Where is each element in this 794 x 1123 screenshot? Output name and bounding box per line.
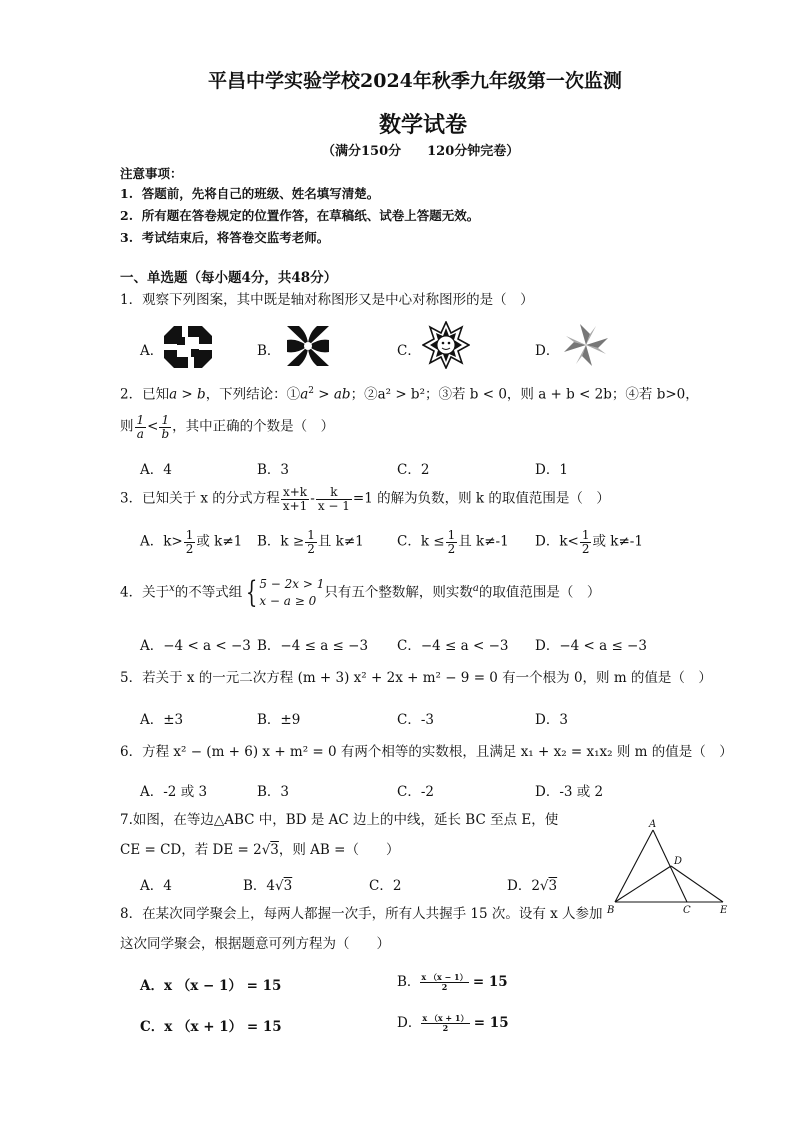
q3-suffix: =1 的解为负数，则 k 的取值范围是（ ） — [352, 490, 610, 507]
note-item-2 — [120, 206, 479, 224]
q8-d-tail: = 15 — [473, 1015, 509, 1031]
q8-d-label: D． — [397, 1015, 422, 1031]
q8-option-c: C．x （x + 1） = 15 — [140, 1019, 282, 1035]
question-4-stem — [120, 576, 600, 610]
q7-b-radicand: 3 — [283, 878, 293, 894]
q3-b-den: 2 — [307, 541, 315, 556]
q7-option-a — [140, 874, 172, 894]
q3-option-b — [257, 529, 364, 555]
q7-d-label: D．2 — [507, 878, 540, 894]
q4-row-1: 5 − 2x > 1 — [259, 577, 325, 591]
q4-option-d: D．−4 < a ≤ −3 — [535, 638, 647, 654]
q2-condition: a > b — [169, 386, 206, 403]
median-bd — [615, 866, 671, 902]
note-number: 2. — [120, 208, 134, 223]
question-2-line-2 — [120, 414, 334, 440]
q7-sqrt-radicand: 3 — [270, 842, 279, 858]
q3-frac1-num: x+k — [281, 486, 309, 500]
q2-c1-rest: > ab — [313, 386, 351, 403]
q7-b-label: B．4 — [243, 878, 276, 894]
note-item-3 — [120, 228, 329, 246]
q7-option-b — [243, 874, 292, 894]
q8-d-num: x （x + 1） — [422, 1013, 469, 1024]
q7-d-sqrt: √3 — [539, 878, 558, 894]
q8-option-a: A．x （x − 1） = 15 — [140, 978, 282, 994]
q4-tail: 的取值范围是（ ） — [478, 584, 601, 601]
exam-title: 平昌中学实验学校2024年秋季九年级第一次监测 — [208, 70, 622, 92]
q2-frac2-num: 1 — [159, 414, 171, 428]
q7-a-label: A．4 — [140, 878, 172, 894]
q2-frac-2 — [159, 414, 171, 440]
q6-option-d: D．-3 或 2 — [535, 784, 604, 800]
label-a: A — [649, 819, 657, 830]
q3-frac-2 — [316, 486, 352, 512]
q1-option-b-label: B． — [257, 343, 281, 359]
q3-b-lead: B．k ≥ — [257, 533, 305, 550]
q1-option-d-label: D． — [535, 343, 560, 359]
note-number: 1. — [120, 186, 134, 201]
q2-then: 则 — [120, 418, 134, 435]
q4-variable: x — [169, 582, 175, 594]
q5-option-c: C．-3 — [397, 712, 434, 728]
q4-system — [259, 576, 324, 610]
q4-row-2: x − a ≥ 0 — [259, 593, 317, 608]
q6-option-a: A．-2 或 3 — [140, 784, 208, 800]
q3-d-lead: D．k< — [535, 533, 579, 550]
note-item-1 — [120, 184, 379, 202]
q3-a-lead: A．k> — [140, 533, 183, 550]
q4-suffix: 只有五个整数解，则实数 — [324, 584, 473, 601]
q2-frac2-den: b — [161, 426, 170, 441]
q8-b-den: 2 — [441, 982, 448, 992]
q1-option-a-label: A． — [140, 343, 164, 359]
q3-d-num: 1 — [581, 528, 590, 542]
q3-frac-1 — [281, 486, 309, 512]
q7-sqrt: √3 — [261, 842, 279, 858]
notes-heading: 注意事项： — [120, 166, 183, 181]
q2-rest: ；②a² > b²；③若 b < 0，则 a + b < 2b；④若 b>0， — [350, 386, 699, 403]
question-7-line-1: 7.如图，在等边△ABC 中，BD 是 AC 边上的中线，延长 BC 至点 E，使 — [120, 812, 559, 828]
q2-frac-1 — [135, 414, 147, 440]
q3-frac2-den: x − 1 — [317, 498, 350, 513]
q3-d-tail: 或 k≠-1 — [592, 533, 643, 550]
q4-brace: { — [246, 574, 258, 610]
label-e: E — [720, 905, 728, 916]
q3-option-c — [397, 529, 509, 555]
q3-c-lead: C．k ≤ — [397, 533, 445, 550]
q7-c-label: C．2 — [369, 878, 402, 894]
q4-prefix: 4．关于 — [120, 584, 170, 601]
question-5-stem: 5．若关于 x 的一元二次方程 (m + 3) x² + 2x + m² − 9 = 0 有一个根为 0，则 m 的值是（ ） — [120, 670, 712, 686]
q3-option-a — [140, 529, 242, 555]
q4-param: a — [472, 582, 479, 594]
q3-a-den: 2 — [185, 541, 194, 556]
q2-option-d: D．1 — [535, 462, 568, 478]
exam-subject: 数学试卷 — [379, 112, 468, 138]
q2-option-a: A．4 — [140, 462, 172, 478]
q8-b-num: x （x − 1） — [421, 972, 468, 983]
q2-option-c: C．2 — [397, 462, 430, 478]
section-heading: 一、单选题（每小题4分，共48分） — [120, 270, 338, 286]
q7-line2-lead: CE = CD，若 DE = 2 — [120, 842, 262, 858]
q1-option-c-label: C． — [397, 343, 421, 359]
square-spiral-icon — [162, 324, 214, 370]
q5-option-d: D．3 — [535, 712, 568, 728]
q2-prefix: 2．已知 — [120, 386, 170, 403]
question-8-line-2: 这次同学聚会，根据题意可列方程为（ ） — [120, 936, 390, 952]
q2-lt: < — [147, 418, 159, 435]
q8-d-den: 2 — [442, 1023, 449, 1033]
question-6-stem: 6．方程 x² − (m + 6) x + m² = 0 有两个相等的实数根，且满足 x₁ + x₂ = x₁x₂ 则 m 的值是（ ） — [120, 744, 733, 760]
q7-b-sqrt: √3 — [275, 878, 293, 894]
q3-c-frac — [446, 529, 458, 555]
q3-c-den: 2 — [447, 541, 456, 556]
q8-b-tail: = 15 — [472, 974, 508, 990]
q2-tail: ，其中正确的个数是（ ） — [172, 418, 335, 435]
q3-d-den: 2 — [581, 541, 590, 556]
question-2-line-1 — [120, 386, 699, 403]
q4-option-a: A．−4 < a < −3 — [140, 638, 251, 654]
question-1-stem: 1．观察下列图案，其中既是轴对称图形又是中心对称图形的是（ ） — [120, 292, 534, 308]
q3-prefix: 3．已知关于 x 的分式方程 — [120, 490, 280, 507]
exam-meta: （满分150分 120分钟完卷） — [322, 144, 520, 159]
sun-face-star-icon — [422, 321, 470, 369]
q4-option-c: C．−4 ≤ a < −3 — [397, 638, 509, 654]
q2-c1-exp: 2 — [308, 386, 314, 396]
q2-c1-base: a — [300, 386, 309, 403]
question-8-line-1: 8．在某次同学聚会上，每两人都握一次手，所有人共握手 15 次。设有 x 人参加 — [120, 906, 603, 922]
q3-a-frac — [184, 529, 196, 555]
q8-option-d — [397, 1011, 509, 1033]
q8-b-frac — [420, 973, 468, 992]
q6-option-b: B．3 — [257, 784, 290, 800]
q3-frac2-num: k — [316, 486, 352, 500]
question-7-line-2 — [120, 842, 399, 858]
note-text: 答题前，先将自己的班级、姓名填写清楚。 — [141, 186, 380, 201]
q3-b-num: 1 — [307, 528, 315, 542]
note-text: 考试结束后，将答卷交监考老师。 — [141, 230, 330, 245]
q7-d-radicand: 3 — [548, 878, 558, 894]
q2-option-b: B．3 — [257, 462, 290, 478]
label-b: B — [607, 905, 615, 916]
side-ab — [615, 830, 653, 902]
q8-d-frac — [421, 1014, 469, 1033]
q3-a-num: 1 — [185, 528, 194, 542]
q2-frac1-den: a — [136, 426, 144, 441]
q3-frac1-den: x+1 — [282, 498, 308, 513]
q3-a-tail: 或 k≠1 — [196, 533, 243, 550]
q5-option-a: A．±3 — [140, 712, 184, 728]
question-3-stem — [120, 486, 610, 512]
q3-d-frac — [580, 529, 592, 555]
q2-mid: ，下列结论：① — [205, 386, 301, 403]
four-petal-bow-icon — [283, 322, 333, 370]
note-number: 3. — [120, 230, 134, 245]
q3-c-num: 1 — [447, 528, 456, 542]
q7-option-d — [507, 874, 557, 894]
q6-option-c: C．-2 — [397, 784, 434, 800]
triangle-figure — [605, 818, 735, 918]
label-d: D — [674, 856, 683, 867]
q3-b-frac — [305, 529, 317, 555]
q3-option-d — [535, 529, 643, 555]
q2-frac1-num: 1 — [136, 413, 145, 427]
q3-b-tail: 且 k≠1 — [317, 533, 364, 550]
q4-mid: 的不等式组 — [174, 584, 243, 601]
pinwheel-icon — [560, 320, 612, 370]
q7-option-c — [369, 874, 401, 894]
q3-c-tail: 且 k≠-1 — [458, 533, 509, 550]
q4-option-b: B．−4 ≤ a ≤ −3 — [257, 638, 369, 654]
q7-line2-tail: ，则 AB =（ ） — [278, 842, 400, 858]
q8-option-b — [397, 970, 508, 992]
q8-b-label: B． — [397, 974, 421, 990]
label-c: C — [683, 905, 691, 916]
q5-option-b: B．±9 — [257, 712, 301, 728]
q3-minus: - — [310, 490, 315, 507]
note-text: 所有题在答卷规定的位置作答，在草稿纸、试卷上答题无效。 — [141, 208, 480, 223]
